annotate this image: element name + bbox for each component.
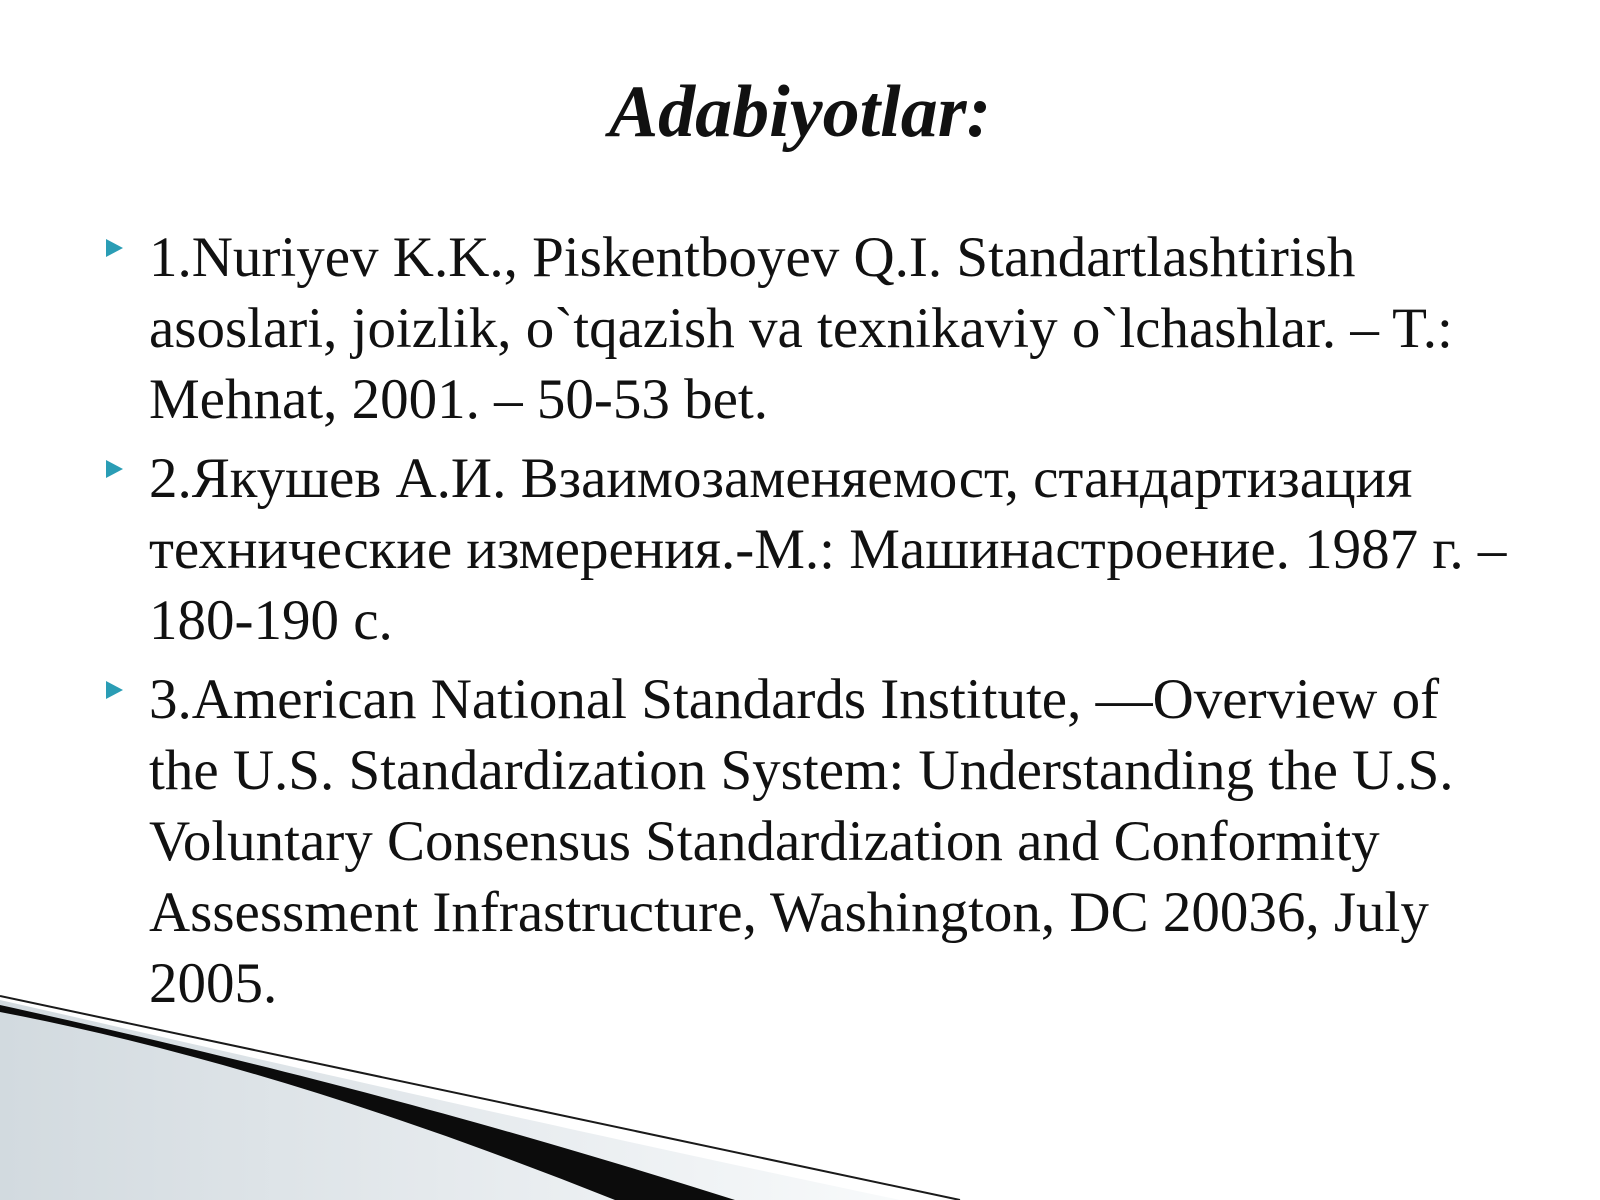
reference-item-3 <box>106 664 1516 1019</box>
reference-item-2 <box>106 443 1516 656</box>
reference-list <box>106 222 1516 1027</box>
reference-text: 3.American National Standards Institute, —Overview of the U.S. Standardization System: Understanding the U.S. Voluntary Consensus Standardization and Conformity Assessment Infrastructure, Washington, DC 20036, July 2005. <box>149 668 1454 1015</box>
reference-text: 1.Nuriyev K.K., Piskentboyev Q.I. Standartlashtirish asoslari, joizlik, o`tqazish va texnikaviy o`lchashlar. – T.: Mehnat, 2001. – 50-53 bet. <box>149 226 1453 431</box>
triangle-right-icon <box>106 681 123 699</box>
reference-text: 2.Якушев А.И. Взаимозаменяемост, стандартизация технические измерения.-М.: Машинастроение. 1987 г. – 180-190 с. <box>149 447 1507 652</box>
triangle-right-icon <box>106 460 123 478</box>
triangle-right-icon <box>106 239 123 257</box>
slide-title: Adabiyotlar: <box>608 71 992 153</box>
reference-item-1 <box>106 222 1516 435</box>
swoosh-light-band <box>0 1000 900 1200</box>
